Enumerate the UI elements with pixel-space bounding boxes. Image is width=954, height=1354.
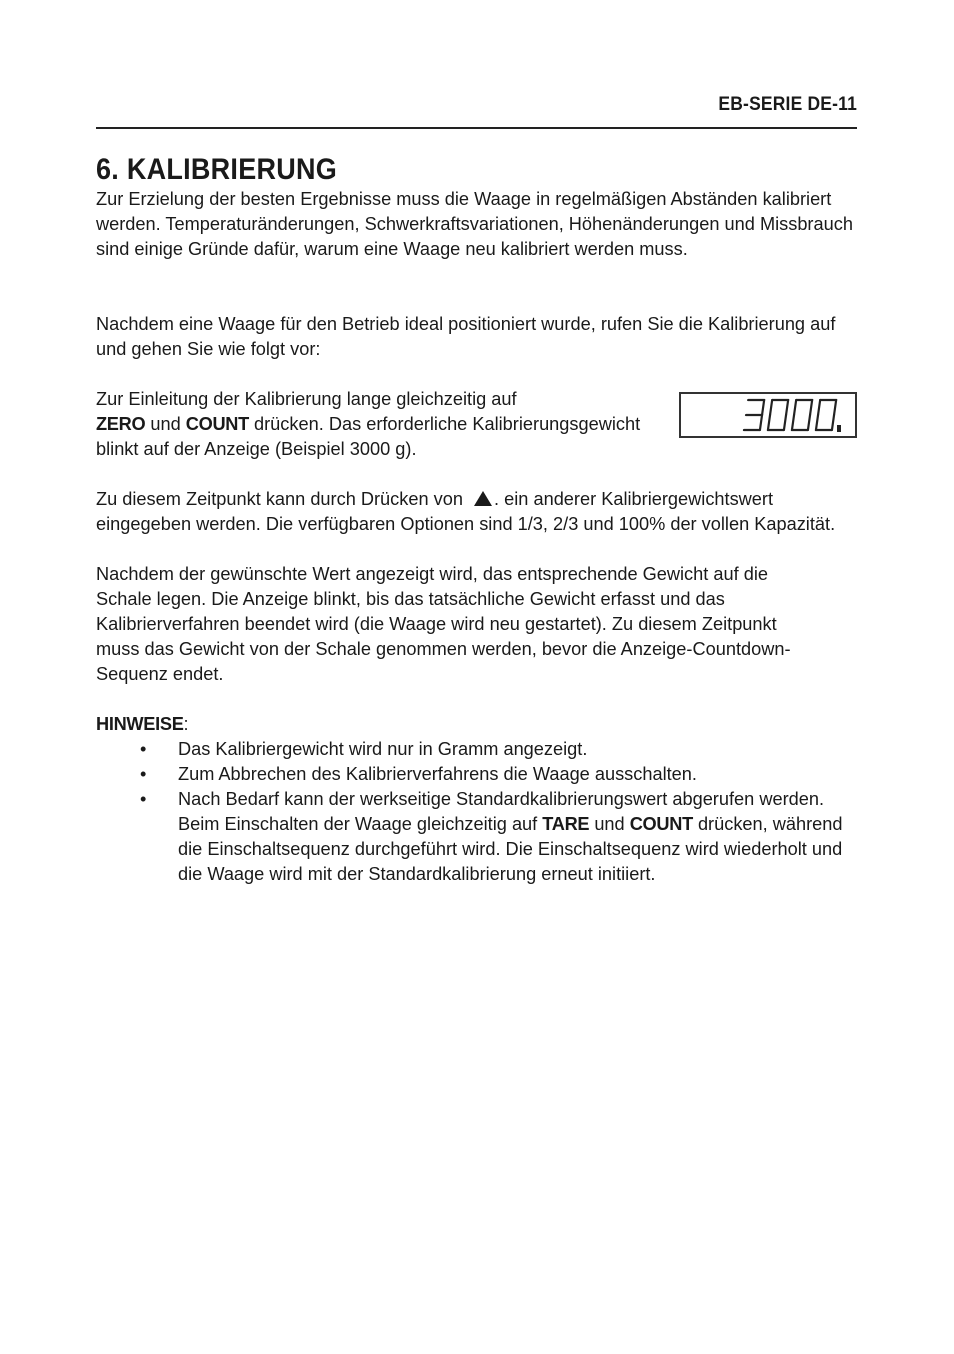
zero-key-label: ZERO [96,414,146,434]
notes-heading [96,712,189,737]
list-item [96,762,866,787]
lcd-segment [834,400,836,415]
lcd-segment [770,400,772,415]
text-span: drücken. Das erforderliche Kalibrierungsgewicht blinkt auf der Anzeige (Beispiel 3000 g). [96,414,641,459]
lcd-segment [786,400,788,415]
count-key-label: COUNT [185,414,249,434]
option-paragraph [96,487,856,537]
bullet-icon: • [140,789,147,809]
lcd-segment [818,400,820,415]
lcd-segment [816,415,818,430]
lcd-segment [794,400,796,415]
notes-heading-label: HINWEISE [96,714,184,734]
header-rule [96,127,857,129]
notes-colon: : [183,714,189,734]
note-text: Das Kalibriergewicht wird nur in Gramm angezeigt. [178,739,588,759]
positioning-paragraph: Nachdem eine Waage für den Betrieb ideal positioniert wurde, rufen Sie die Kalibrierung auf und gehen Sie wie folgt vor: [96,314,836,359]
lcd-segment [810,400,812,415]
bullet-icon: • [140,739,147,759]
lcd-digits [681,394,855,436]
lcd-display [679,392,857,438]
lcd-segment [760,415,762,430]
text-span: Zu diesem Zeitpunkt kann durch Drücken von [96,489,469,509]
lcd-segment [762,400,764,415]
note-text: Nach Bedarf kann der werkseitige Standardkalibrierungswert abgerufen werden. Beim Einschalten der Waage gleichzeitig auf [178,789,825,834]
note-text: Zum Abbrechen des Kalibrierverfahrens die Waage ausschalten. [178,764,697,784]
text-span: . ein anderer Kalibriergewichtswert eingegeben werden. Die verfügbaren Optionen sind 1/3, 2/3 und 100% der vollen Kapazität. [96,489,836,534]
lcd-segment [768,415,770,430]
page-header: EB-SERIE DE-11 [718,94,857,115]
start-calibration-paragraph [96,387,656,462]
lcd-segment [784,415,786,430]
procedure-paragraph: Nachdem der gewünschte Wert angezeigt wird, das entsprechende Gewicht auf die Schale legen. Die Anzeige blinkt, bis das tatsächliche Gewicht erfasst und das Kalibrierverfahren beendet wird (die Waage wird neu gestartet). Zu diesem Zeitpunkt muss das Gewicht von der Schale genommen werden, bevor die Anzeige-Countdown-Sequenz endet. [96,564,791,684]
count-key-label: COUNT [629,814,693,834]
lcd-segment [792,415,794,430]
note-text: drücken, während die Einschaltsequenz durchgeführt wird. Die Einschaltsequenz wird wiederholt und die Waage wird mit der Standardkalibrierung erneut initiiert. [178,814,843,884]
list-item [96,737,866,762]
intro-paragraph: Zur Erzielung der besten Ergebnisse muss die Waage in regelmäßigen Abständen kalibriert werden. Temperaturänderungen, Schwerkraftsvariationen, Höhenänderungen und Missbrauch sind einige Gründe dafür, warum eine Waage neu kalibriert werden muss. [96,189,853,259]
bullet-icon: • [140,764,147,784]
tare-key-label: TARE [542,814,590,834]
text-span: Zur Einleitung der Kalibrierung lange gleichzeitig auf [96,389,517,409]
text-span: und [145,414,186,434]
lcd-comma [837,425,841,432]
lcd-segment [832,415,834,430]
section-title: 6. KALIBRIERUNG [96,153,338,186]
lcd-segment [808,415,810,430]
up-arrow-icon [474,491,492,506]
note-text: und [589,814,630,834]
list-item [96,787,866,887]
notes-list [96,737,866,887]
